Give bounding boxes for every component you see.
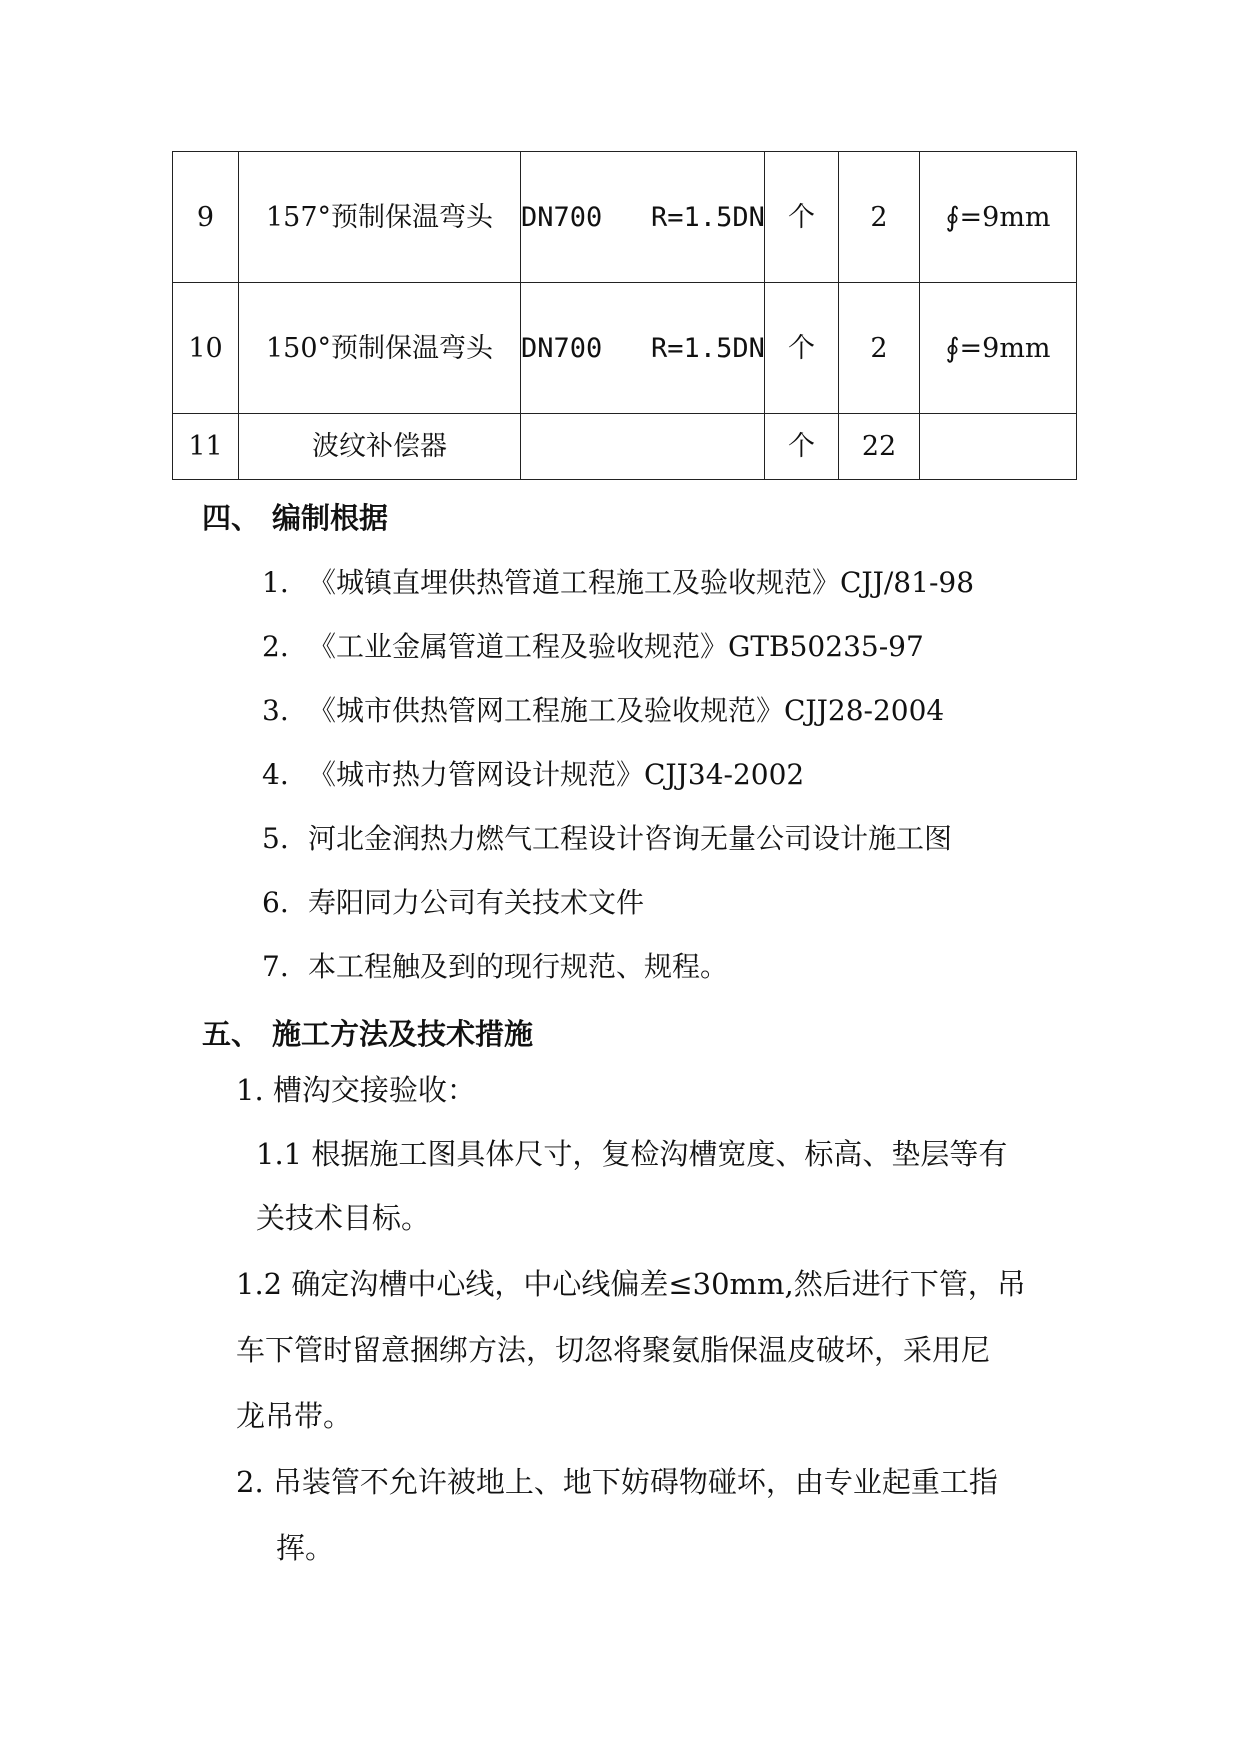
cell-unit: 个 bbox=[765, 152, 839, 283]
reference-text: 河北金润热力燃气工程设计咨询无量公司设计施工图 bbox=[308, 822, 953, 855]
cell-qty: 22 bbox=[839, 414, 920, 480]
section-4-heading bbox=[202, 496, 388, 537]
paragraph-1-2-line-3: 龙吊带。 bbox=[236, 1399, 353, 1433]
paragraph-2-line-1: 2. 吊装管不允许被地上、地下妨碍物碰坏，由专业起重工指 bbox=[236, 1465, 998, 1499]
cell-spec: DN700 R=1.5DN bbox=[521, 283, 765, 414]
cell-name: 波纹补偿器 bbox=[239, 414, 521, 480]
section-5-heading bbox=[202, 1012, 533, 1053]
reference-item bbox=[262, 561, 974, 601]
cell-no: 10 bbox=[173, 283, 239, 414]
reference-number: 4. bbox=[262, 758, 289, 791]
section-5-number: 五、 bbox=[202, 1017, 261, 1051]
reference-text: 寿阳同力公司有关技术文件 bbox=[308, 886, 645, 919]
reference-item bbox=[262, 689, 944, 729]
table-row bbox=[173, 152, 1077, 283]
reference-text: 《城镇直埋供热管道工程施工及验收规范》CJJ/81-98 bbox=[308, 566, 975, 599]
reference-text: 《城市热力管网设计规范》CJJ34-2002 bbox=[308, 758, 805, 791]
reference-text: 本工程触及到的现行规范、规程。 bbox=[308, 950, 729, 983]
cell-note bbox=[920, 414, 1077, 480]
cell-name bbox=[239, 152, 521, 283]
cell-unit: 个 bbox=[765, 414, 839, 480]
reference-number: 6. bbox=[262, 886, 289, 919]
section-5-title: 施工方法及技术措施 bbox=[272, 1017, 534, 1051]
section-4-title: 编制根据 bbox=[272, 501, 389, 535]
cell-name-text: 157°预制保温弯头 bbox=[265, 201, 494, 233]
cell-no: 11 bbox=[173, 414, 239, 480]
cell-qty: 2 bbox=[839, 152, 920, 283]
reference-item bbox=[262, 817, 952, 857]
paragraph-2-line-2: 挥。 bbox=[276, 1531, 335, 1565]
cell-note: ∮=9mm bbox=[920, 283, 1077, 414]
reference-item bbox=[262, 881, 644, 921]
cell-unit: 个 bbox=[765, 283, 839, 414]
reference-number: 3. bbox=[262, 694, 289, 727]
paragraph-1-2-line-2: 车下管时留意捆绑方法，切忽将聚氨脂保温皮破坏，采用尼 bbox=[236, 1333, 991, 1367]
reference-item bbox=[262, 625, 924, 665]
reference-number: 7. bbox=[262, 950, 289, 983]
paragraph-1-1-line-2: 关技术目标。 bbox=[256, 1201, 431, 1235]
reference-number: 5. bbox=[262, 822, 289, 855]
cell-note: ∮=9mm bbox=[920, 152, 1077, 283]
reference-text: 《城市供热管网工程施工及验收规范》CJJ28-2004 bbox=[308, 694, 945, 727]
table-row bbox=[173, 414, 1077, 480]
cell-no: 9 bbox=[173, 152, 239, 283]
reference-number: 1. bbox=[262, 566, 289, 599]
paragraph-1-2-line-1: 1.2 确定沟槽中心线，中心线偏差≤30mm,然后进行下管，吊 bbox=[236, 1267, 1026, 1301]
cell-spec bbox=[521, 414, 765, 480]
table-row bbox=[173, 283, 1077, 414]
cell-name bbox=[239, 283, 521, 414]
cell-spec: DN700 R=1.5DN bbox=[521, 152, 765, 283]
section-4-number: 四、 bbox=[202, 501, 261, 535]
cell-qty: 2 bbox=[839, 283, 920, 414]
reference-item bbox=[262, 753, 804, 793]
paragraph-1: 1. 槽沟交接验收： bbox=[236, 1073, 476, 1107]
paragraph-1-1-line-1: 1.1 根据施工图具体尺寸，复检沟槽宽度、标高、垫层等有 bbox=[256, 1137, 1008, 1171]
materials-table bbox=[172, 151, 1077, 480]
cell-name-text: 150°预制保温弯头 bbox=[265, 332, 494, 364]
reference-item bbox=[262, 945, 728, 985]
reference-number: 2. bbox=[262, 630, 289, 663]
reference-text: 《工业金属管道工程及验收规范》GTB50235-97 bbox=[308, 630, 924, 663]
